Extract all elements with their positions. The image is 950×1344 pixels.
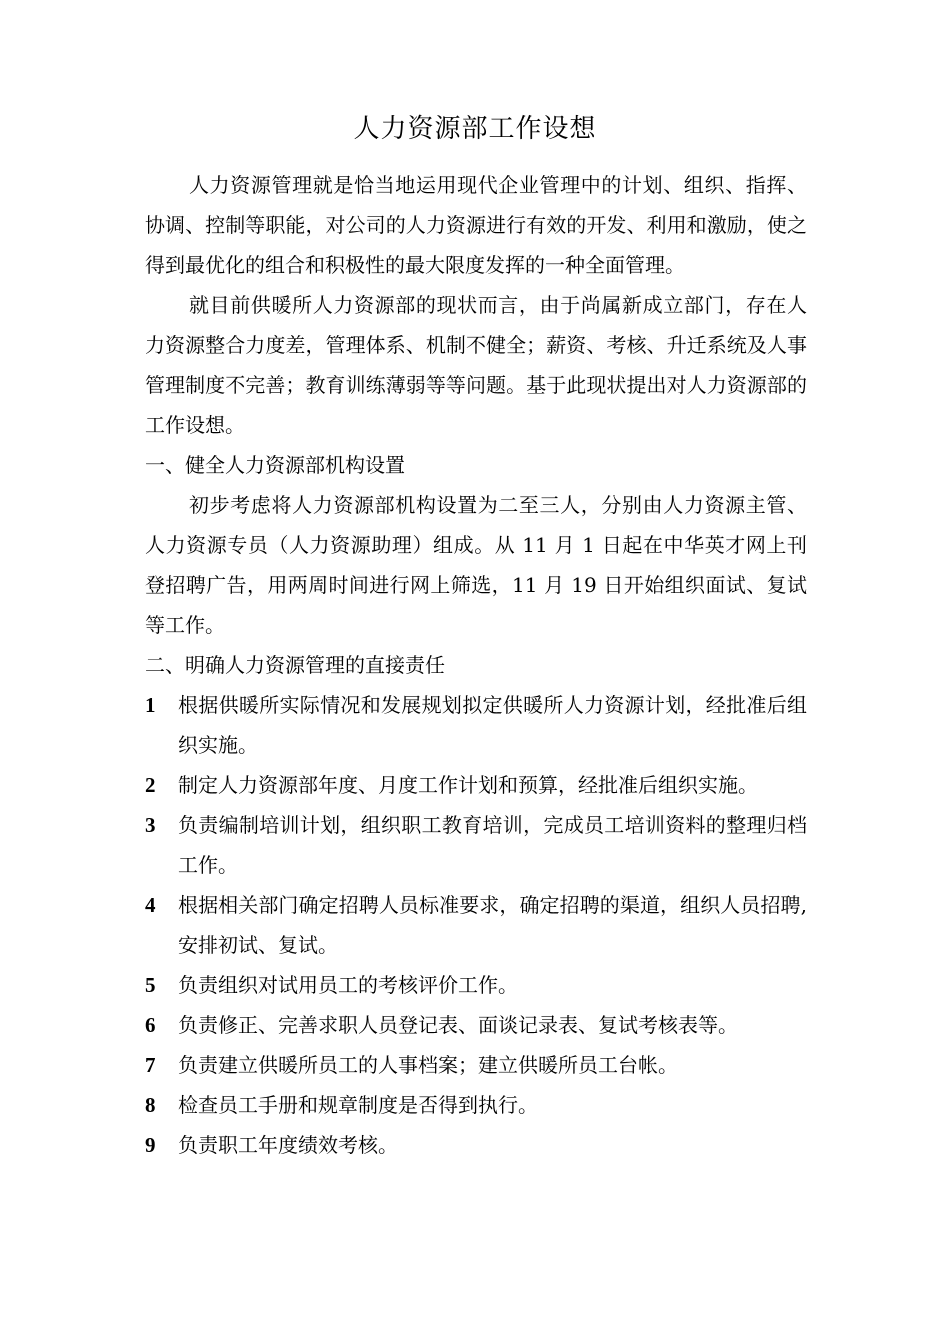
list-item-text: 根据供暖所实际情况和发展规划拟定供暖所人力资源计划，经批准后组织实施。 [178, 693, 807, 757]
list-item-text: 根据相关部门确定招聘人员标准要求，确定招聘的渠道，组织人员招聘,安排初试、复试。 [178, 893, 807, 957]
list-item-number: 2 [145, 773, 156, 797]
list-item-text: 检查员工手册和规章制度是否得到执行。 [178, 1093, 538, 1117]
list-item [145, 1125, 807, 1165]
intro-paragraph-1: 人力资源管理就是恰当地运用现代企业管理中的计划、组织、指挥、协调、控制等职能，对公司的人力资源进行有效的开发、利用和激励，使之得到最优化的组合和积极性的最大限度发挥的一种全面管理。 [145, 173, 807, 277]
list-item [145, 805, 807, 885]
list-item-text: 负责编制培训计划，组织职工教育培训，完成员工培训资料的整理归档工作。 [178, 813, 807, 877]
section-1-heading: 一、健全人力资源部机构设置 [145, 453, 405, 477]
list-item-text: 负责修正、完善求职人员登记表、面谈记录表、复试考核表等。 [178, 1013, 738, 1037]
document-body [145, 165, 807, 1165]
document-title: 人力资源部工作设想 [353, 114, 597, 144]
list-item-number: 8 [145, 1093, 156, 1117]
list-item [145, 1045, 807, 1085]
list-item-number: 3 [145, 813, 156, 837]
list-item-number: 6 [145, 1013, 156, 1037]
list-item [145, 885, 807, 965]
list-item [145, 1005, 807, 1045]
list-item [145, 1085, 807, 1125]
list-item-text: 制定人力资源部年度、月度工作计划和预算，经批准后组织实施。 [178, 773, 758, 797]
list-item-number: 7 [145, 1053, 156, 1077]
list-item-text: 负责职工年度绩效考核。 [178, 1133, 398, 1157]
list-item [145, 765, 807, 805]
list-item-text: 负责组织对试用员工的考核评价工作。 [178, 973, 518, 997]
responsibility-list [145, 685, 807, 1165]
list-item-number: 5 [145, 973, 156, 997]
list-item-text: 负责建立供暖所员工的人事档案；建立供暖所员工台帐。 [178, 1053, 678, 1077]
list-item [145, 685, 807, 765]
section-1-paragraph: 初步考虑将人力资源部机构设置为二至三人，分别由人力资源主管、人力资源专员（人力资源助理）组成。从 11 月 1 日起在中华英才网上刊登招聘广告，用两周时间进行网上筛选，11 月 19 日开始组织面试、复试等工作。 [145, 493, 807, 637]
intro-paragraph-2: 就目前供暖所人力资源部的现状而言，由于尚属新成立部门，存在人力资源整合力度差，管理体系、机制不健全；薪资、考核、升迁系统及人事管理制度不完善；教育训练薄弱等等问题。基于此现状提出对人力资源部的工作设想。 [145, 293, 807, 437]
list-item-number: 9 [145, 1133, 156, 1157]
list-item-number: 1 [145, 693, 156, 717]
list-item [145, 965, 807, 1005]
list-item-number: 4 [145, 893, 156, 917]
section-2-heading: 二、明确人力资源管理的直接责任 [145, 653, 445, 677]
